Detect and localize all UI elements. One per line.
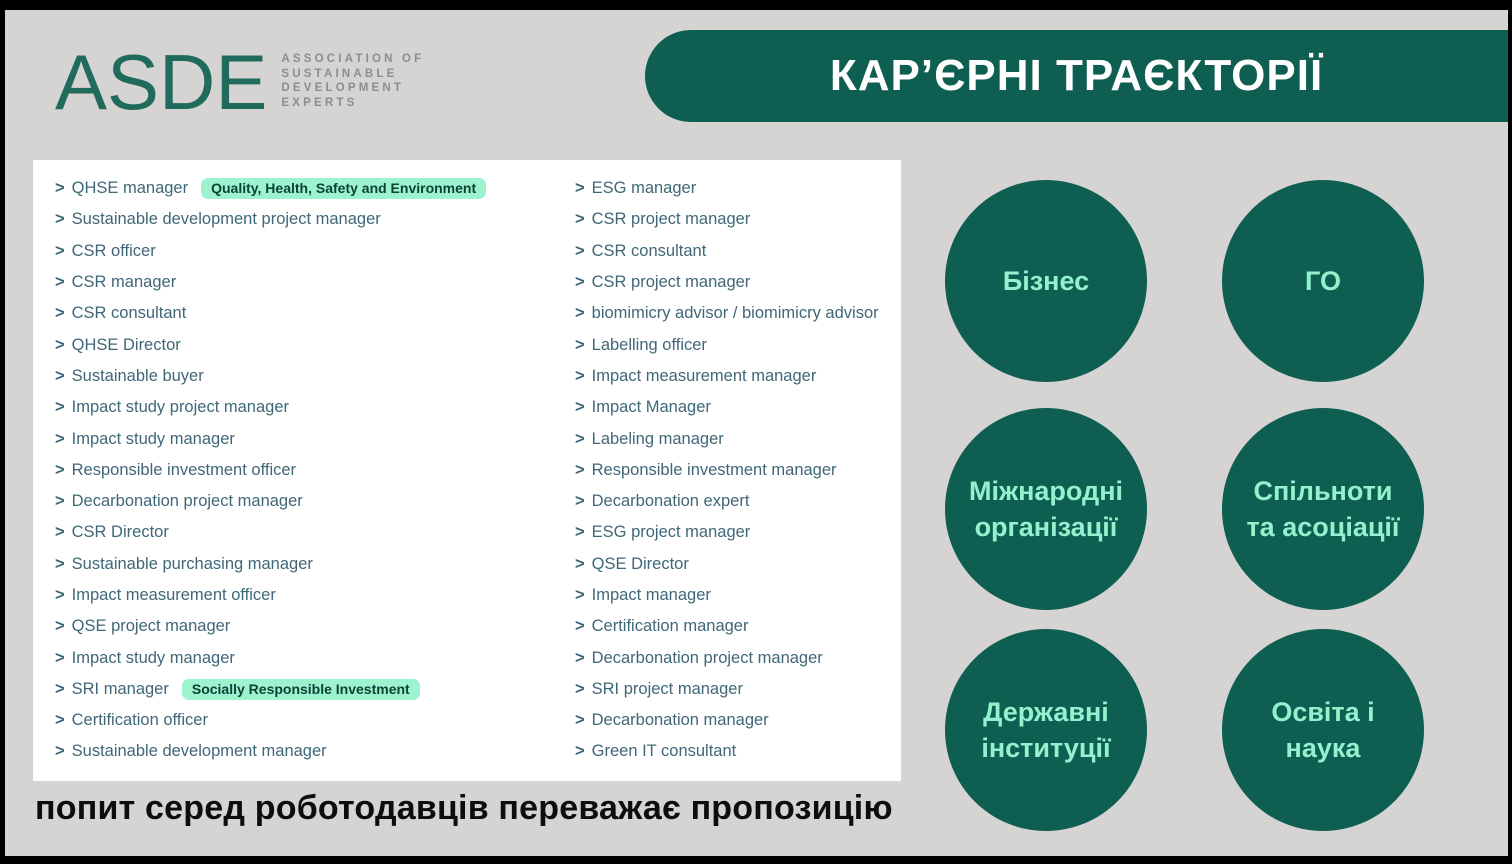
job-item [575,486,879,517]
sector-circle [945,408,1147,610]
job-title-label: CSR consultant [71,304,187,323]
sector-label: Бізнес [1002,265,1090,296]
job-title-label: CSR project manager [591,210,751,229]
job-title-label: CSR project manager [591,273,751,292]
job-item [575,736,879,767]
chevron-bullet: > [55,492,65,511]
sector-label: Спільноти та асоціації [1246,475,1400,542]
chevron-bullet: > [575,429,585,448]
logo-acronym: ASDE [55,38,268,126]
job-item [55,361,486,392]
job-title-label: Sustainable development project manager [71,210,381,229]
job-item [575,392,879,423]
job-title-label: Impact study manager [71,429,235,448]
job-title-label: Sustainable development manager [71,742,327,761]
chevron-bullet: > [55,273,65,292]
job-item [55,173,486,204]
chevron-bullet: > [575,241,585,260]
job-title-label: Impact study project manager [71,398,289,417]
job-title-label: Impact study manager [71,648,235,667]
chevron-bullet: > [55,366,65,385]
job-item [55,486,486,517]
job-item [55,611,486,642]
job-title-label: Certification officer [71,711,208,730]
sector-label: Міжнародні організації [968,475,1124,542]
chevron-bullet: > [575,679,585,698]
job-item [575,298,879,329]
slide [5,10,1508,856]
job-item [55,455,486,486]
chevron-bullet: > [575,492,585,511]
footer-statement: попит серед роботодавців переважає пропозицію [35,789,893,827]
job-title-label: Decarbonation project manager [71,492,303,511]
chevron-bullet: > [55,304,65,323]
job-title-label: Sustainable purchasing manager [71,554,313,573]
sector-circle [1222,629,1424,831]
logo-subtitle-line: DEVELOPMENT [281,82,405,94]
job-item [575,611,879,642]
chevron-bullet: > [575,554,585,573]
chevron-bullet: > [575,398,585,417]
chevron-bullet: > [575,648,585,667]
job-item [55,642,486,673]
job-item [575,642,879,673]
job-item [575,549,879,580]
asde-logo [55,40,424,124]
job-title-label: Labelling officer [591,335,707,354]
logo-subtitle-line: ASSOCIATION OF [281,53,425,65]
chevron-bullet: > [575,366,585,385]
job-item [55,674,486,705]
job-title-label: biomimicry advisor / biomimicry advisor [591,304,879,323]
job-item [575,361,879,392]
job-title-label: Decarbonation project manager [591,648,823,667]
sector-label: Державні інституції [981,696,1111,763]
chevron-bullet: > [55,523,65,542]
job-item [55,736,486,767]
job-title-label: Decarbonation manager [591,711,769,730]
job-title-label: Impact measurement manager [591,366,817,385]
sector-label: ГО [1305,265,1341,296]
chevron-bullet: > [575,617,585,636]
chevron-bullet: > [575,304,585,323]
job-item [575,674,879,705]
chevron-bullet: > [55,742,65,761]
job-item [55,580,486,611]
job-item [575,267,879,298]
title-banner [645,30,1508,122]
chevron-bullet: > [55,554,65,573]
job-item [55,423,486,454]
job-item [55,549,486,580]
job-item [55,267,486,298]
logo-subtitle [281,52,424,110]
job-item [55,517,486,548]
job-title-label: Impact Manager [591,398,711,417]
job-title-label: QSE Director [591,554,689,573]
job-item [55,236,486,267]
job-item [575,204,879,235]
job-title-label: CSR manager [71,273,177,292]
chevron-bullet: > [575,273,585,292]
chevron-bullet: > [55,398,65,417]
chevron-bullet: > [575,586,585,604]
chevron-bullet: > [55,179,65,198]
job-column-right [575,173,879,768]
chevron-bullet: > [55,460,65,479]
job-item [575,580,879,611]
job-title-label: Certification manager [591,617,749,636]
chevron-bullet: > [55,711,65,730]
chevron-bullet: > [575,523,585,542]
chevron-bullet: > [55,617,65,636]
job-item [575,517,879,548]
chevron-bullet: > [55,586,65,604]
job-title-label: Impact manager [591,586,711,604]
job-item [575,455,879,486]
chevron-bullet: > [575,335,585,354]
job-item [55,204,486,235]
acronym-expansion-badge: Quality, Health, Safety and Environment [201,178,486,199]
job-title-label: Labeling manager [591,429,724,448]
job-title-label: QHSE Director [71,335,181,354]
job-title-label: SRI manager [71,679,169,698]
job-item [55,705,486,736]
job-item [575,173,879,204]
job-title-label: Impact measurement officer [71,586,276,604]
job-title-label: CSR officer [71,241,156,260]
job-item [575,236,879,267]
job-title-label: QHSE manager [71,179,189,198]
job-title-label: QSE project manager [71,617,231,636]
sector-circle [945,180,1147,382]
job-title-label: ESG project manager [591,523,751,542]
logo-subtitle-line: EXPERTS [281,96,358,109]
chevron-bullet: > [55,241,65,260]
job-item [575,329,879,360]
job-item [55,298,486,329]
sector-circle [1222,408,1424,610]
chevron-bullet: > [55,648,65,667]
logo-subtitle-line: SUSTAINABLE [281,67,398,80]
job-item [575,423,879,454]
chevron-bullet: > [55,210,65,229]
job-list-panel [33,160,901,781]
chevron-bullet: > [575,210,585,229]
chevron-bullet: > [575,460,585,479]
chevron-bullet: > [575,179,585,198]
job-item [55,392,486,423]
job-title-label: Sustainable buyer [71,366,204,385]
chevron-bullet: > [55,335,65,354]
job-title-label: CSR Director [71,523,169,542]
chevron-bullet: > [55,429,65,448]
chevron-bullet: > [55,679,65,698]
page-title: КАР’ЄРНІ ТРАЄКТОРІЇ [829,51,1324,100]
job-title-label: Green IT consultant [591,742,737,761]
job-title-label: Decarbonation expert [591,492,750,511]
chevron-bullet: > [575,742,585,761]
job-title-label: SRI project manager [591,679,743,698]
job-title-label: Responsible investment manager [591,460,837,479]
sector-label: Освіта і наука [1271,696,1375,763]
job-title-label: Responsible investment officer [71,460,297,479]
job-title-label: ESG manager [591,179,697,198]
sector-circle [945,629,1147,831]
sector-circle [1222,180,1424,382]
job-title-label: CSR consultant [591,241,707,260]
job-item [55,329,486,360]
job-column-left [55,173,486,768]
chevron-bullet: > [575,711,585,730]
job-item [575,705,879,736]
acronym-expansion-badge: Socially Responsible Investment [182,679,420,700]
